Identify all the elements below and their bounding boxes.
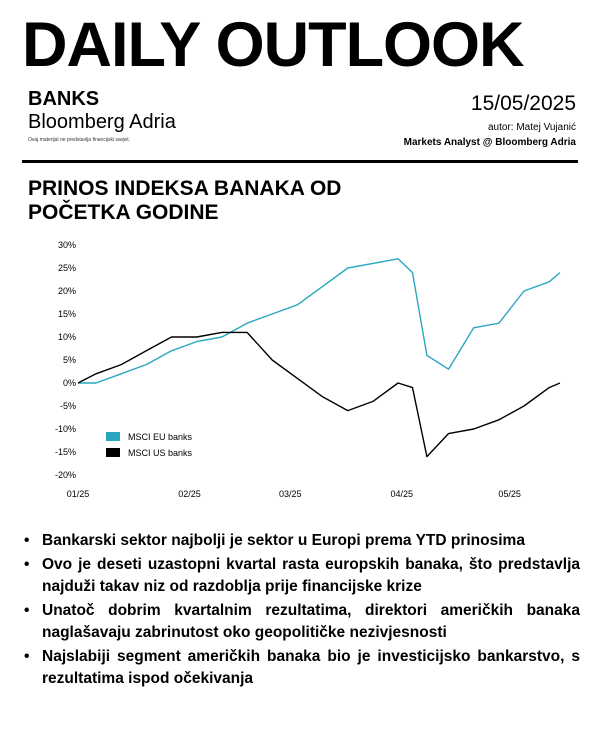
disclaimer: Ovaj materijal ne predstavlja financijski savjet. [28, 137, 130, 143]
bullet-dot: • [24, 602, 30, 619]
series-line-eu [78, 259, 560, 383]
y-tick-label: -15% [54, 447, 76, 457]
legend-label: MSCI US banks [128, 448, 193, 458]
y-tick-label: 15% [57, 309, 76, 319]
ytd-bank-returns-chart [0, 230, 600, 505]
bullet-item [20, 600, 580, 644]
y-tick-label: 20% [57, 286, 76, 296]
legend-swatch [106, 432, 120, 441]
y-tick-label: 10% [57, 332, 76, 342]
bullet-text: Ovo je deseti uzastopni kvartal rasta europskih banaka, što predstavlja najduži takav niz od razdoblja prije financijske krize [42, 556, 580, 595]
author-role: Markets Analyst @ Bloomberg Adria [403, 137, 576, 148]
bullet-item [20, 554, 580, 598]
report-title: DAILY OUTLOOK [22, 10, 524, 80]
report-date: 15/05/2025 [470, 92, 576, 115]
chart-title: PRINOS INDEKSA BANAKA OD POČETKA GODINE [28, 177, 342, 224]
bullet-item [20, 646, 580, 690]
x-tick-label: 02/25 [178, 489, 201, 499]
bullet-text: Unatoč dobrim kvartalnim rezultatima, direktori američkih banaka naglašavaju zabrinutost oko geopolitičke nezivjesnosti [42, 602, 580, 641]
section-label: BANKS [28, 88, 100, 110]
key-points-list [20, 530, 580, 692]
x-tick-label: 01/25 [66, 489, 90, 499]
bullet-text: Najslabiji segment američkih banaka bio je investicijsko bankarstvo, s rezultatima ispod očekivanja [42, 648, 580, 687]
x-tick-label: 05/25 [498, 489, 521, 499]
brand-name: Bloomberg Adria [28, 111, 176, 133]
bullet-dot: • [24, 556, 30, 573]
bullet-text: Bankarski sektor najbolji je sektor u Europi prema YTD prinosima [42, 532, 525, 549]
header-divider [22, 160, 578, 163]
author-line: autor: Matej Vujanić [487, 122, 576, 133]
y-tick-label: -20% [54, 470, 76, 480]
legend-label: MSCI EU banks [128, 432, 193, 442]
legend-swatch [106, 448, 120, 457]
bullet-item [20, 530, 580, 552]
y-tick-label: -10% [54, 424, 76, 434]
x-tick-label: 03/25 [278, 489, 302, 499]
y-tick-label: 0% [62, 378, 76, 388]
y-tick-label: -5% [59, 401, 76, 411]
bullet-dot: • [24, 648, 30, 665]
bullet-dot: • [24, 532, 30, 549]
y-tick-label: 25% [57, 263, 76, 273]
y-tick-label: 5% [62, 355, 76, 365]
x-tick-label: 04/25 [390, 489, 414, 499]
y-tick-label: 30% [57, 240, 76, 250]
